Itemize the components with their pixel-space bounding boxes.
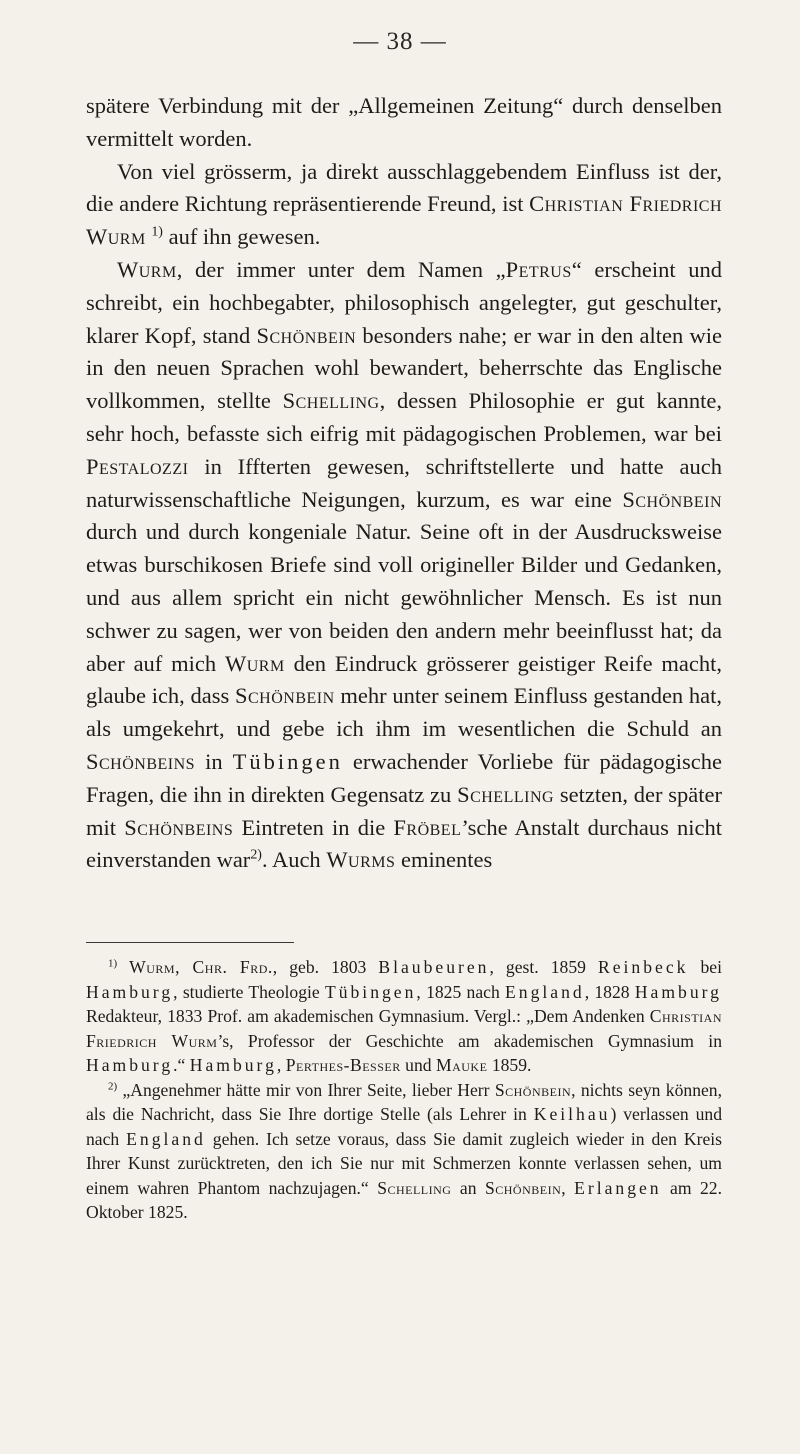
person-name: Schelling xyxy=(282,388,380,414)
publisher-name: Mauke xyxy=(435,1055,488,1075)
paragraph-1: spätere Verbindung mit der „Allgemeinen Zeitung“ durch denselben vermittelt worden. xyxy=(86,93,722,151)
page-number: — 38 — xyxy=(353,28,447,55)
place-name: England xyxy=(126,1128,206,1149)
person-name: Wurms xyxy=(326,847,396,873)
person-name: Wurm, Chr. Frd. xyxy=(129,957,273,977)
footnote-1: $^{1)}$ Wurm, Chr. Frd., geb. 1803 Blaubeuren, gest. 1859 Reinbeck bei Hamburg, studierte Theologie Tübingen, 1825 nach England, 1828 Hamburg Redakteur, 1833 Prof. am akademischen Gymnasium. Vergl.: „Dem Andenken Christian Friedrich Wurm’s, Professor der Geschichte am akademischen Gymnasium in Hamburg.“ Hamburg, Perthes-Besser und Mauke 1859. xyxy=(86,957,722,1075)
footnote-mark-2: 2) xyxy=(108,1079,118,1092)
person-name: Christian Friedrich Wurm xyxy=(86,1006,722,1051)
place-name: Keilhau xyxy=(533,1104,611,1124)
publisher-name: Perthes-Besser xyxy=(285,1055,401,1075)
footnotes xyxy=(86,955,722,1225)
person-name: Schönbein xyxy=(235,683,335,709)
person-name: Schelling xyxy=(377,1177,452,1198)
footnote-ref-1: 1) xyxy=(151,224,163,240)
person-name: Petrus xyxy=(505,256,572,282)
footnote-2: $^{2)}$ „Angenehmer hätte mir von Ihrer Seite, lieber Herr Schönbein, nichts seyn können, als die Nachricht, dass Sie Ihre dortige Stelle (als Lehrer in Keilhau) verlassen und nach England gehen. Ich setze voraus, dass Sie damit zugleich wieder in den Kreis Ihrer Kunst zurücktreten, den ich Sie nur mit Schmerzen konnte verlassen sehen, um einem wahren Phantom nachzujagen.“ Schelling an Schönbein, Erlangen am 22. Oktober 1825. xyxy=(86,1079,723,1222)
paragraph-2: Von viel grösserm, ja direkt ausschlaggebendem Einfluss ist der, die andere Richtung repräsentierende Freund, ist Christian Friedrich Wurm $^{1)}$ auf ihn gewesen. xyxy=(86,158,723,250)
footnote-mark-1: 1) xyxy=(108,957,118,970)
person-name: Schönbein xyxy=(256,322,357,348)
place-name: Hamburg xyxy=(86,981,174,1002)
person-name: Fröbel xyxy=(393,814,462,840)
place-name: Hamburg xyxy=(86,1055,174,1075)
person-name: Pestalozzi xyxy=(86,453,189,479)
person-name: Schönbeins xyxy=(124,814,234,840)
place-name: Tübingen xyxy=(324,981,417,1002)
place-name: Erlangen xyxy=(574,1177,662,1198)
person-name: Schönbein xyxy=(484,1177,562,1198)
body-text xyxy=(86,90,722,877)
person-name: Schönbein xyxy=(622,486,723,512)
footnote-ref-2: 2) xyxy=(250,847,262,863)
person-name: Christian Friedrich Wurm xyxy=(86,191,723,250)
place-name: Reinbeck xyxy=(597,957,689,977)
person-name: Schönbein xyxy=(494,1079,572,1100)
person-name: Schelling xyxy=(457,781,555,807)
person-name: Schönbeins xyxy=(86,748,196,774)
place-name: Blaubeuren xyxy=(378,957,490,977)
footnote-divider xyxy=(86,942,294,943)
place-name: Hamburg xyxy=(189,1055,277,1075)
paragraph-3: Wurm, der immer unter dem Namen „Petrus“ erscheint und schreibt, ein hochbegabter, philosophisch angelegter, gut geschulter, klarer Kopf, stand Schönbein besonders nahe; er war in den alten wie in den neuen Sprachen wohl bewandert, beherrschte das Englische vollkommen, stellte Schelling, dessen Philosophie er gut kannte, sehr hoch, befasste sich eifrig mit pädagogischen Problemen, war bei Pestalozzi in Iffterten gewesen, schriftstellerte und hatte auch naturwissenschaftliche Neigungen, kurzum, es war eine Schönbein durch und durch kongeniale Natur. Seine oft in der Ausdrucksweise etwas burschikosen Briefe sind voll origineller Bilder und Gedanken, und aus allem spricht ein nicht gewöhnlicher Mensch. Es ist nun schwer zu sagen, wer von beiden den andern mehr beeinflusst hat; da aber auf mich Wurm den Eindruck grösserer geistiger Reife macht, glaube ich, dass Schönbein mehr unter seinem Einfluss gestanden hat, als umgekehrt, und gebe ich ihm im wesentlichen die Schuld an Schönbeins in Tübingen erwachender Vorliebe für pädagogische Fragen, die ihn in direkten Gegensatz zu Schelling setzten, der später mit Schönbeins Eintreten in die Fröbel’sche Anstalt durchaus nicht einverstanden war$^{2)}$. Auch Wurms eminentes xyxy=(86,256,723,873)
person-name: Wurm xyxy=(117,256,177,282)
place-name: England xyxy=(505,981,585,1002)
place-name: Tübingen xyxy=(232,748,343,774)
person-name: Wurm xyxy=(225,650,285,676)
place-name: Hamburg xyxy=(634,981,722,1002)
